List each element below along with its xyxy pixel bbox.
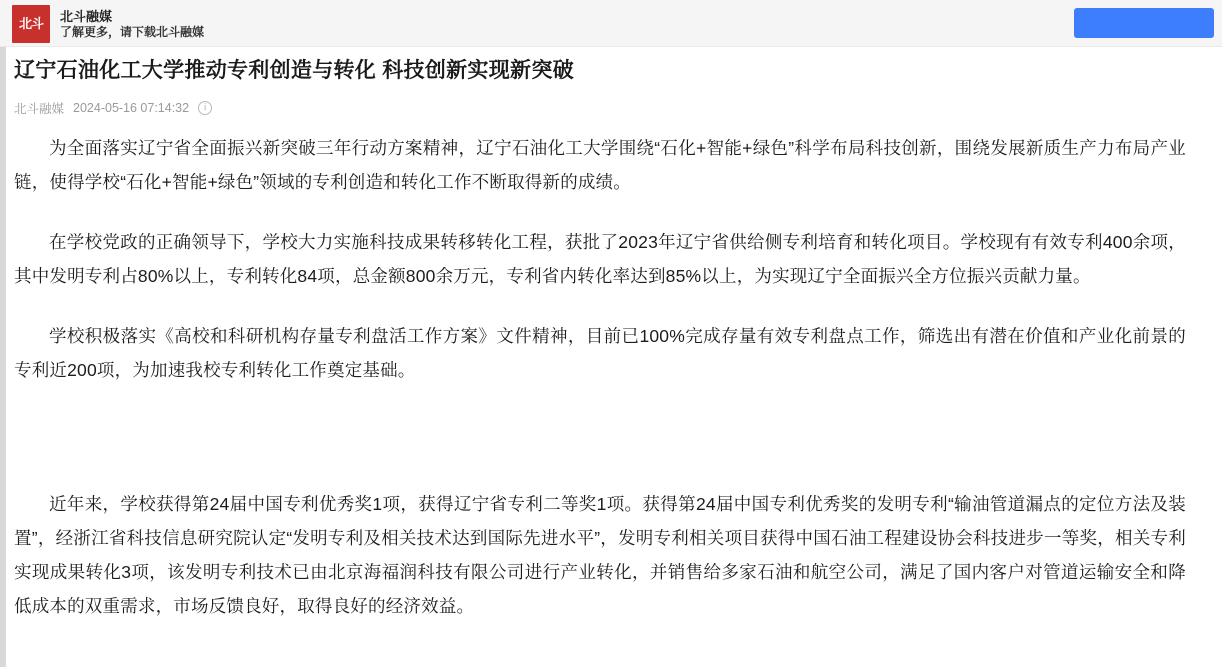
app-header bbox=[0, 0, 1222, 47]
article-container bbox=[14, 47, 1208, 623]
brand-subtitle: 了解更多，请下载北斗融媒 bbox=[60, 25, 205, 39]
download-app-button[interactable] bbox=[1074, 8, 1214, 38]
info-icon[interactable]: i bbox=[198, 101, 212, 115]
app-logo: 北斗 bbox=[12, 5, 50, 43]
brand-group bbox=[12, 5, 204, 43]
article-meta bbox=[14, 99, 1208, 117]
page-title: 辽宁石油化工大学推动专利创造与转化 科技创新实现新突破 bbox=[14, 59, 574, 82]
left-rail bbox=[0, 0, 6, 667]
article-paragraph: 在学校党政的正确领导下，学校大力实施科技成果转移转化工程，获批了2023年辽宁省供给侧专利培育和转化项目。学校现有有效专利400余项，其中发明专利占80%以上，专利转化84项，总金额800余万元，专利省内转化率达到85%以上，为实现辽宁全面振兴全方位振兴贡献力量。 bbox=[14, 232, 1186, 286]
article-timestamp: 2024-05-16 07:14:32 bbox=[73, 101, 190, 115]
article-body bbox=[14, 131, 1186, 623]
article-paragraph: 学校积极落实《高校和科研机构存量专利盘活工作方案》文件精神，目前已100%完成存量有效专利盘点工作，筛选出有潜在价值和产业化前景的专利近200项，为加速我校专利转化工作奠定基础。 bbox=[14, 326, 1186, 380]
brand-name: 北斗融媒 bbox=[60, 9, 113, 24]
article-paragraph: 近年来，学校获得第24届中国专利优秀奖1项，获得辽宁省专利二等奖1项。获得第24届中国专利优秀奖的发明专利“输油管道漏点的定位方法及装置”，经浙江省科技信息研究院认定“发明专利及相关技术达到国际先进水平”，发明专利相关项目获得中国石油工程建设协会科技进步一等奖，相关专利实现成果转化3项，该发明专利技术已由北京海福润科技有限公司进行产业转化，并销售给多家石油和航空公司，满足了国内客户对管道运输安全和降低成本的双重需求，市场反馈良好，取得良好的经济效益。 bbox=[14, 494, 1186, 616]
article-source: 北斗融媒 bbox=[14, 102, 65, 116]
article-paragraph: 为全面落实辽宁省全面振兴新突破三年行动方案精神，辽宁石油化工大学围绕“石化+智能+绿色”科学布局科技创新，围绕发展新质生产力布局产业链，使得学校“石化+智能+绿色”领域的专利创造和转化工作不断取得新的成绩。 bbox=[14, 138, 1186, 192]
brand-text-block bbox=[60, 10, 204, 38]
